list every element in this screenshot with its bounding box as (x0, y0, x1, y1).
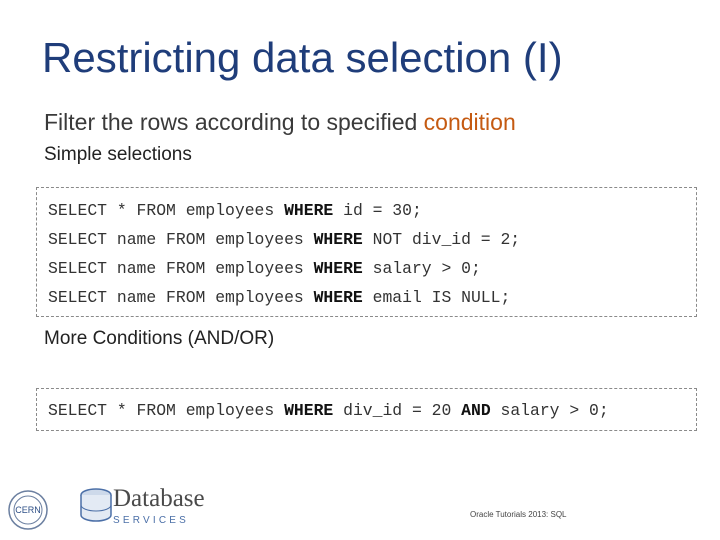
slide-subtitle (44, 109, 516, 136)
code-line: SELECT name FROM employees WHERE email IS NULL; (48, 288, 511, 307)
cern-logo-text: CERN (15, 505, 41, 515)
footer-credit: Oracle Tutorials 2013: SQL (470, 510, 567, 519)
code-box-simple (36, 187, 697, 317)
services-logo-text: SERVICES (113, 515, 189, 526)
database-logo-text: Database (113, 485, 205, 512)
section-heading-conditions: More Conditions (AND/OR) (44, 328, 275, 349)
code-line: SELECT * FROM employees WHERE div_id = 20 AND salary > 0; (48, 401, 609, 420)
code-box-conditions (36, 388, 697, 431)
subtitle-prefix: Filter the rows according to specified (44, 109, 424, 135)
code-line: SELECT name FROM employees WHERE salary > 0; (48, 259, 481, 278)
cern-logo (6, 488, 50, 532)
database-services-logo-icon (78, 485, 114, 527)
subtitle-accent: condition (423, 109, 516, 135)
slide-title: Restricting data selection (I) (42, 34, 563, 81)
code-line: SELECT name FROM employees WHERE NOT div_id = 2; (48, 230, 521, 249)
code-line: SELECT * FROM employees WHERE id = 30; (48, 201, 422, 220)
section-heading-simple: Simple selections (44, 144, 192, 165)
